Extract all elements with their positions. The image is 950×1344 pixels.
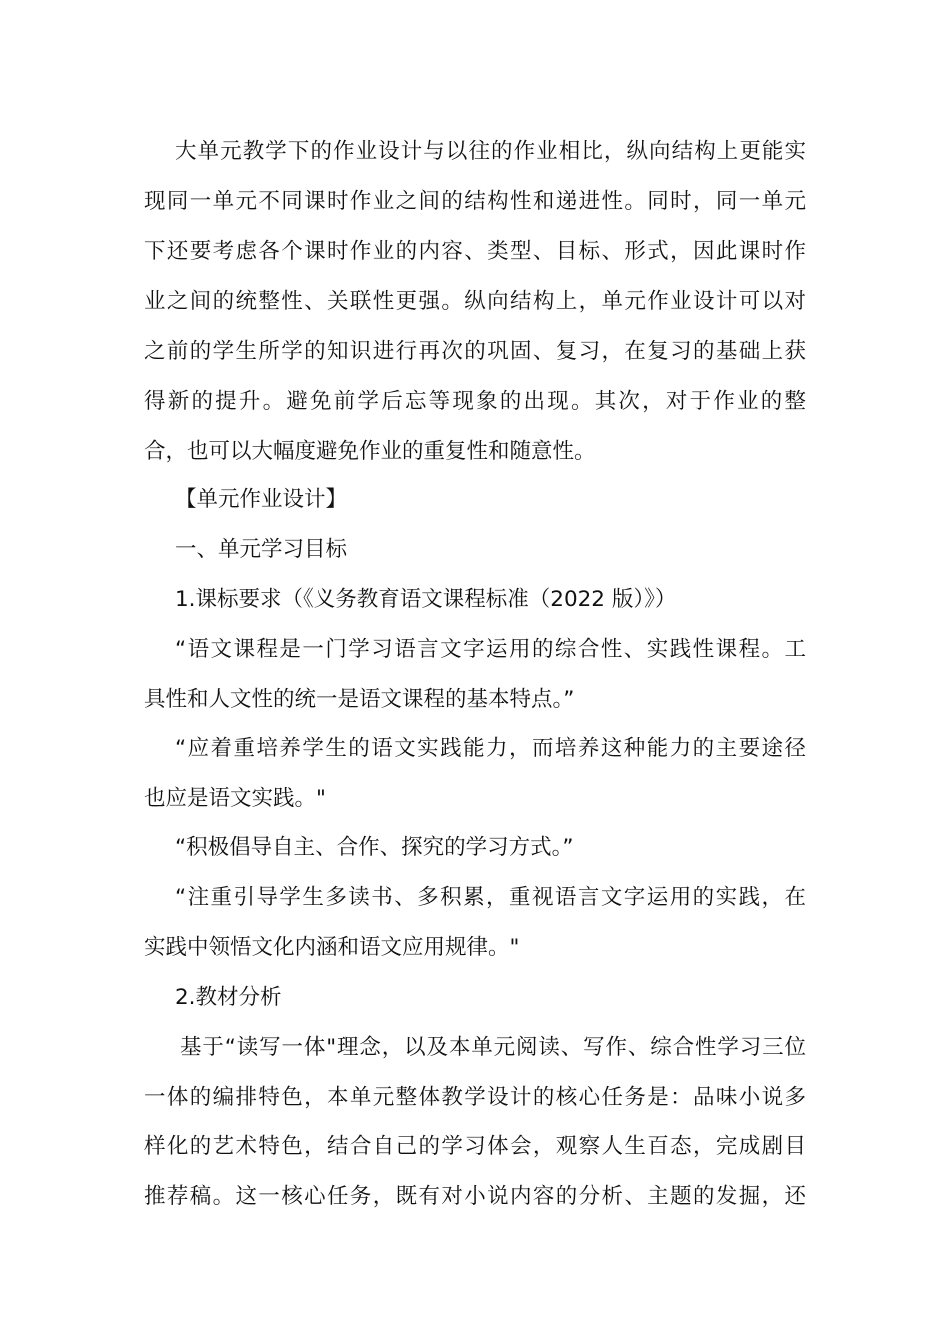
paragraph-line: 一体的编排特色，本单元整体教学设计的核心任务是：品味小说多 (144, 1085, 806, 1110)
section-heading: 【单元作业设计】 (175, 487, 348, 512)
paragraph-line: 样化的艺术特色，结合自己的学习体会，观察人生百态，完成剧目 (144, 1134, 806, 1159)
paragraph-line: 之前的学生所学的知识进行再次的巩固、复习，在复习的基础上获 (144, 339, 806, 364)
paragraph-line: 业之间的统整性、关联性更强。纵向结构上，单元作业设计可以对 (144, 289, 806, 314)
paragraph-line: 基于“读写一体"理念，以及本单元阅读、写作、综合性学习三位 (180, 1035, 806, 1060)
quote-line: “应着重培养学生的语文实践能力，而培养这种能力的主要途径 (175, 736, 806, 761)
paragraph-line: 合，也可以大幅度避免作业的重复性和随意性。 (144, 439, 596, 464)
quote-line: “注重引导学生多读书、多积累，重视语言文字运用的实践，在 (175, 885, 806, 910)
paragraph-line: 得新的提升。避免前学后忘等现象的出现。其次，对于作业的整 (144, 389, 806, 414)
quote-line: 具性和人文性的统一是语文课程的基本特点。” (144, 687, 575, 712)
subsection-heading: 1.课标要求（《义务教育语文课程标准（2022 版）》） (175, 587, 677, 612)
paragraph-line: 现同一单元不同课时作业之间的结构性和递进性。同时，同一单元 (144, 189, 806, 214)
quote-line: 实践中领悟文化内涵和语文应用规律。" (144, 935, 520, 960)
paragraph-line: 推荐稿。这一核心任务，既有对小说内容的分析、主题的发掘，还 (144, 1184, 806, 1209)
paragraph-line: 下还要考虑各个课时作业的内容、类型、目标、形式，因此课时作 (144, 239, 806, 264)
section-heading: 一、单元学习目标 (175, 537, 348, 562)
quote-line: “积极倡导自主、合作、探究的学习方式。” (175, 835, 574, 860)
quote-line: “语文课程是一门学习语言文字运用的综合性、实践性课程。工 (175, 637, 806, 662)
paragraph-line: 大单元教学下的作业设计与以往的作业相比，纵向结构上更能实 (175, 139, 806, 164)
quote-line: 也应是语文实践。" (144, 786, 326, 811)
subsection-heading: 2.教材分析 (175, 985, 282, 1010)
